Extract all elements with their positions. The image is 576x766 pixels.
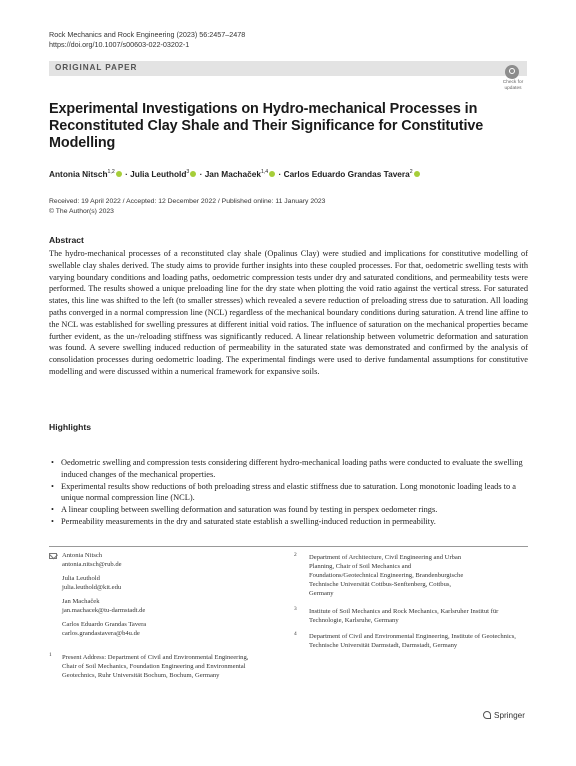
author-name[interactable]: Julia Leuthold — [130, 169, 187, 179]
footnote-1 — [49, 653, 264, 680]
contact-email[interactable]: carlos.grandastavera@b4u.de — [62, 630, 140, 637]
author-list — [49, 169, 421, 179]
envelope-icon — [49, 553, 57, 559]
author-separator: · — [199, 169, 203, 179]
list-item: • Experimental results show reductions of both preloading stress and elastic stiffness due to saturation. Long monotonic loading leads to a unique normal compression line (NCL). — [49, 481, 528, 505]
author-affiliation-sup: 1,4 — [260, 169, 269, 175]
footnote-number: 2 — [294, 552, 297, 558]
contact-email[interactable]: julia.leuthold@kit.edu — [62, 584, 122, 591]
article-type-label: ORIGINAL PAPER — [55, 63, 138, 72]
check-updates-icon — [505, 65, 519, 79]
author-separator: · — [278, 169, 282, 179]
footnote-text: Department of Civil and Environmental Engineering, Institute of Geotechnics, Technische Universität Darmstadt, Darmstadt, Germany — [309, 633, 516, 649]
list-item: • Permeability measurements in the dry and saturated state establish a swelling-induced reduction in permeability. — [49, 516, 528, 528]
abstract-text: The hydro-mechanical processes of a reconstituted clay shale (Opalinus Clay) were studied and implications for constitutive modelling of swellable clay shales derived. The study aims to provide further insights into these coupled processes. For that, oedometric swelling tests with varying boundary conditions and loading paths, oedometric compression tests under dry and saturated conditions, and permeability tests were performed. The results showed a unique preloading line for the dry state when plotting the void ratio against the vertical stress. For saturated states, this line was shifted to the left (to smaller stresses) which revealed a severe reduction of preloading stress due to saturation. All loading paths converged in a normal compression line (NCL) regardless of the mechanical boundary conditions during saturation. A trend line affine to the NCL was established for swelling pressures at different initial void ratios. The influence of saturation on the mechanical properties became further evident, as the un-/reloading stiffness was significantly reduced. A linear relationship between volumetric deformation and saturation was found. A severe swelling induced reduction of permeability in the saturated state was demonstrated and confirmed by the analysis of consolidation processes during oedometric loading. The experimental findings were used to derive fundamental assumptions for constitutive modelling and were discussed within a numerical framework for expansive soils. — [49, 249, 528, 376]
check-updates-line1: Check for — [502, 80, 524, 85]
footnote-3 — [294, 607, 528, 625]
check-for-updates-badge[interactable] — [498, 65, 528, 95]
author-affiliation-sup: 3 — [186, 169, 190, 175]
check-updates-line2: updates — [504, 85, 522, 91]
publisher-logo — [483, 711, 525, 720]
author-name[interactable]: Carlos Eduardo Grandas Tavera — [283, 169, 410, 179]
springer-horse-icon — [483, 711, 491, 719]
list-item: • A linear coupling between swelling deformation and saturation was found by testing in perspex oedometer rings. — [49, 504, 528, 516]
author-affiliation-sup: 1,2 — [107, 169, 115, 175]
footnote-text: Present Address: Department of Civil and Environmental Engineering, Chair of Soil Mechanics, Foundation Engineering and Environmental Geotechnics, Ruhr Universität Bochum, Bochum, Germany — [62, 654, 249, 679]
journal-citation: Rock Mechanics and Rock Engineering (2023) 56:2457–2478 — [49, 30, 246, 39]
highlights-list — [49, 457, 528, 528]
footnote-number: 4 — [294, 631, 297, 637]
doi-link[interactable]: https://doi.org/10.1007/s00603-022-03202-1 — [49, 40, 190, 49]
contact-name: Antonia Nitsch — [62, 552, 103, 559]
footnote-2 — [294, 553, 528, 598]
author-name[interactable]: Jan Machaček — [204, 169, 261, 179]
abstract-heading: Abstract — [49, 235, 84, 245]
footnote-text: Institute of Soil Mechanics and Rock Mechanics, Karlsruher Institut für Technologie, Karlsruhe, Germany — [309, 608, 499, 624]
dates-line: Received: 19 April 2022 / Accepted: 12 December 2022 / Published online: 11 January 2023 — [49, 198, 326, 205]
footnote-divider — [49, 546, 528, 547]
orcid-icon[interactable] — [269, 171, 275, 177]
copyright-line: © The Author(s) 2023 — [49, 208, 114, 215]
footnote-4 — [294, 632, 528, 650]
orcid-icon[interactable] — [414, 171, 420, 177]
publication-dates — [49, 197, 325, 217]
highlights-heading: Highlights — [49, 422, 92, 432]
footnote-number: 3 — [294, 606, 297, 612]
orcid-icon[interactable] — [116, 171, 122, 177]
article-type-band — [49, 61, 527, 76]
contact-email[interactable]: antonia.nitsch@rub.de — [62, 561, 122, 568]
footnote-number: 1 — [49, 652, 52, 658]
list-item: • Oedometric swelling and compression tests considering different hydro-mechanical loading paths were conducted to evaluate the swelling induced changes of the mechanical properties. — [49, 457, 528, 481]
contact-email[interactable]: jan.machacek@tu-darmstadt.de — [62, 607, 146, 614]
contact-block — [62, 551, 262, 638]
contact-name: Carlos Eduardo Grandas Tavera — [62, 621, 147, 628]
footnote-text: Department of Architecture, Civil Engineering and Urban Planning, Chair of Soil Mechanics and Foundations/Geotechnical Engineering, Brandenburgische Technische Universität Cottbus-Senftenberg, Cottbus, Germany — [309, 554, 464, 597]
author-separator: · — [125, 169, 128, 179]
paper-title: Experimental Investigations on Hydro-mechanical Processes in Reconstituted Clay Shale and Their Significance for Constitutive Modelling — [49, 101, 484, 151]
journal-header — [49, 30, 245, 50]
author-name[interactable]: Antonia Nitsch — [49, 169, 108, 179]
orcid-icon[interactable] — [190, 171, 196, 177]
contact-name: Julia Leuthold — [62, 575, 100, 582]
author-affiliation-sup: 2 — [409, 169, 413, 175]
publisher-name: Springer — [494, 711, 525, 720]
contact-name: Jan Machaček — [62, 598, 100, 605]
